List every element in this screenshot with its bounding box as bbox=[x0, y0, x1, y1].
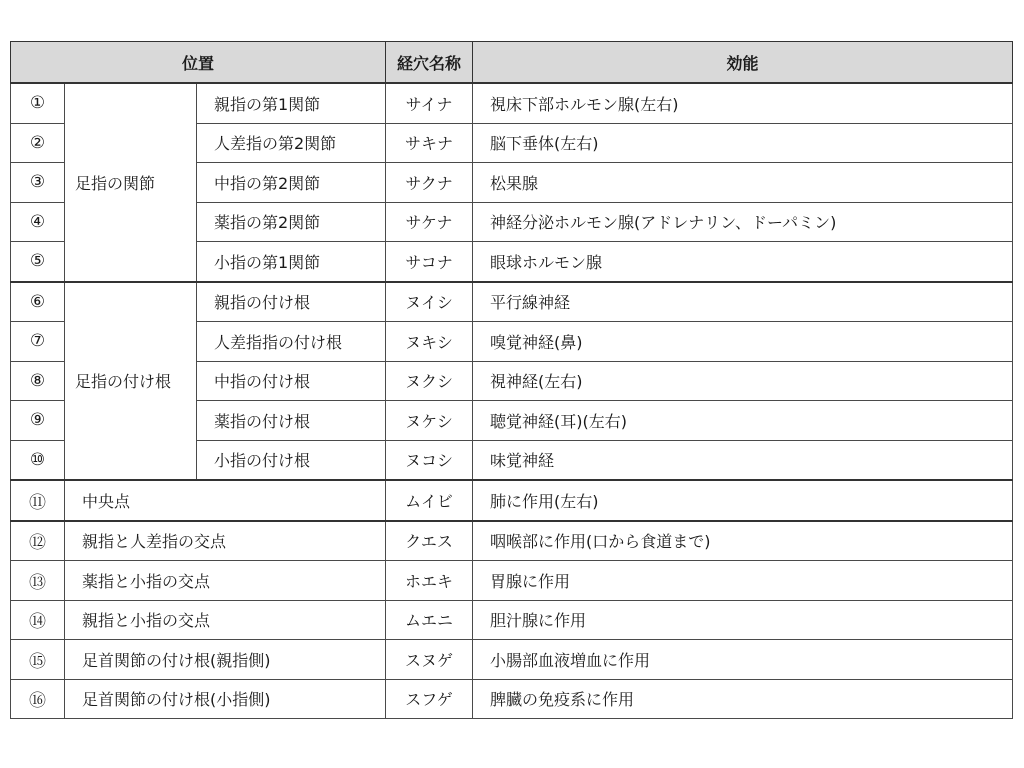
table-row bbox=[11, 640, 1013, 680]
row-number: ⑧ bbox=[11, 361, 65, 401]
acupoint-table bbox=[10, 41, 1013, 719]
row-number: ① bbox=[11, 83, 65, 123]
table-row bbox=[11, 480, 1013, 521]
point-effect: 嗅覚神経(鼻) bbox=[473, 322, 1013, 362]
position-detail: 中指の第2関節 bbox=[197, 163, 386, 203]
point-effect: 肺に作用(左右) bbox=[473, 480, 1013, 521]
point-name: サケナ bbox=[386, 202, 473, 242]
header-row bbox=[11, 42, 1013, 84]
point-name: ムイビ bbox=[386, 480, 473, 521]
table-row bbox=[11, 679, 1013, 719]
row-number: ② bbox=[11, 123, 65, 163]
point-name: ヌキシ bbox=[386, 322, 473, 362]
row-number: ⑬ bbox=[11, 561, 65, 601]
point-name: ヌイシ bbox=[386, 282, 473, 322]
position-detail: 人差指指の付け根 bbox=[197, 322, 386, 362]
position-label: 薬指と小指の交点 bbox=[65, 561, 386, 601]
row-number: ④ bbox=[11, 202, 65, 242]
point-effect: 松果腺 bbox=[473, 163, 1013, 203]
header-point-name: 経穴名称 bbox=[386, 42, 473, 84]
point-effect: 視神経(左右) bbox=[473, 361, 1013, 401]
position-label: 中央点 bbox=[65, 480, 386, 521]
table-row bbox=[11, 282, 1013, 322]
point-effect: 味覚神経 bbox=[473, 440, 1013, 480]
row-number: ⑦ bbox=[11, 322, 65, 362]
position-detail: 中指の付け根 bbox=[197, 361, 386, 401]
point-name: サイナ bbox=[386, 83, 473, 123]
row-number: ⑤ bbox=[11, 242, 65, 282]
point-name: ホエキ bbox=[386, 561, 473, 601]
row-number: ③ bbox=[11, 163, 65, 203]
row-number: ⑭ bbox=[11, 600, 65, 640]
row-number: ⑯ bbox=[11, 679, 65, 719]
table-row bbox=[11, 561, 1013, 601]
position-label: 足首関節の付け根(親指側) bbox=[65, 640, 386, 680]
point-name: スヌゲ bbox=[386, 640, 473, 680]
point-effect: 視床下部ホルモン腺(左右) bbox=[473, 83, 1013, 123]
table-row bbox=[11, 600, 1013, 640]
table-row bbox=[11, 521, 1013, 561]
position-detail: 薬指の付け根 bbox=[197, 401, 386, 441]
row-number: ⑥ bbox=[11, 282, 65, 322]
point-effect: 平行線神経 bbox=[473, 282, 1013, 322]
position-detail: 人差指の第2関節 bbox=[197, 123, 386, 163]
position-detail: 薬指の第2関節 bbox=[197, 202, 386, 242]
position-label: 親指と人差指の交点 bbox=[65, 521, 386, 561]
position-detail: 親指の付け根 bbox=[197, 282, 386, 322]
row-number: ⑮ bbox=[11, 640, 65, 680]
point-effect: 小腸部血液増血に作用 bbox=[473, 640, 1013, 680]
point-name: サキナ bbox=[386, 123, 473, 163]
position-label: 足首関節の付け根(小指側) bbox=[65, 679, 386, 719]
point-effect: 胃腺に作用 bbox=[473, 561, 1013, 601]
point-name: ヌケシ bbox=[386, 401, 473, 441]
point-effect: 眼球ホルモン腺 bbox=[473, 242, 1013, 282]
row-number: ⑪ bbox=[11, 480, 65, 521]
header-effect: 効能 bbox=[473, 42, 1013, 84]
point-effect: 神経分泌ホルモン腺(アドレナリン、ドーパミン) bbox=[473, 202, 1013, 242]
row-number: ⑫ bbox=[11, 521, 65, 561]
position-group-label: 足指の関節 bbox=[65, 83, 197, 282]
point-name: クエス bbox=[386, 521, 473, 561]
point-effect: 聴覚神経(耳)(左右) bbox=[473, 401, 1013, 441]
point-name: ムエニ bbox=[386, 600, 473, 640]
point-name: ヌクシ bbox=[386, 361, 473, 401]
position-detail: 小指の付け根 bbox=[197, 440, 386, 480]
position-detail: 小指の第1関節 bbox=[197, 242, 386, 282]
header-position: 位置 bbox=[11, 42, 386, 84]
point-name: サコナ bbox=[386, 242, 473, 282]
position-label: 親指と小指の交点 bbox=[65, 600, 386, 640]
table-row bbox=[11, 83, 1013, 123]
point-effect: 胆汁腺に作用 bbox=[473, 600, 1013, 640]
point-name: サクナ bbox=[386, 163, 473, 203]
position-group-label: 足指の付け根 bbox=[65, 282, 197, 481]
row-number: ⑨ bbox=[11, 401, 65, 441]
point-name: ヌコシ bbox=[386, 440, 473, 480]
point-effect: 咽喉部に作用(口から食道まで) bbox=[473, 521, 1013, 561]
position-detail: 親指の第1関節 bbox=[197, 83, 386, 123]
point-name: スフゲ bbox=[386, 679, 473, 719]
point-effect: 脾臓の免疫系に作用 bbox=[473, 679, 1013, 719]
row-number: ⑩ bbox=[11, 440, 65, 480]
point-effect: 脳下垂体(左右) bbox=[473, 123, 1013, 163]
